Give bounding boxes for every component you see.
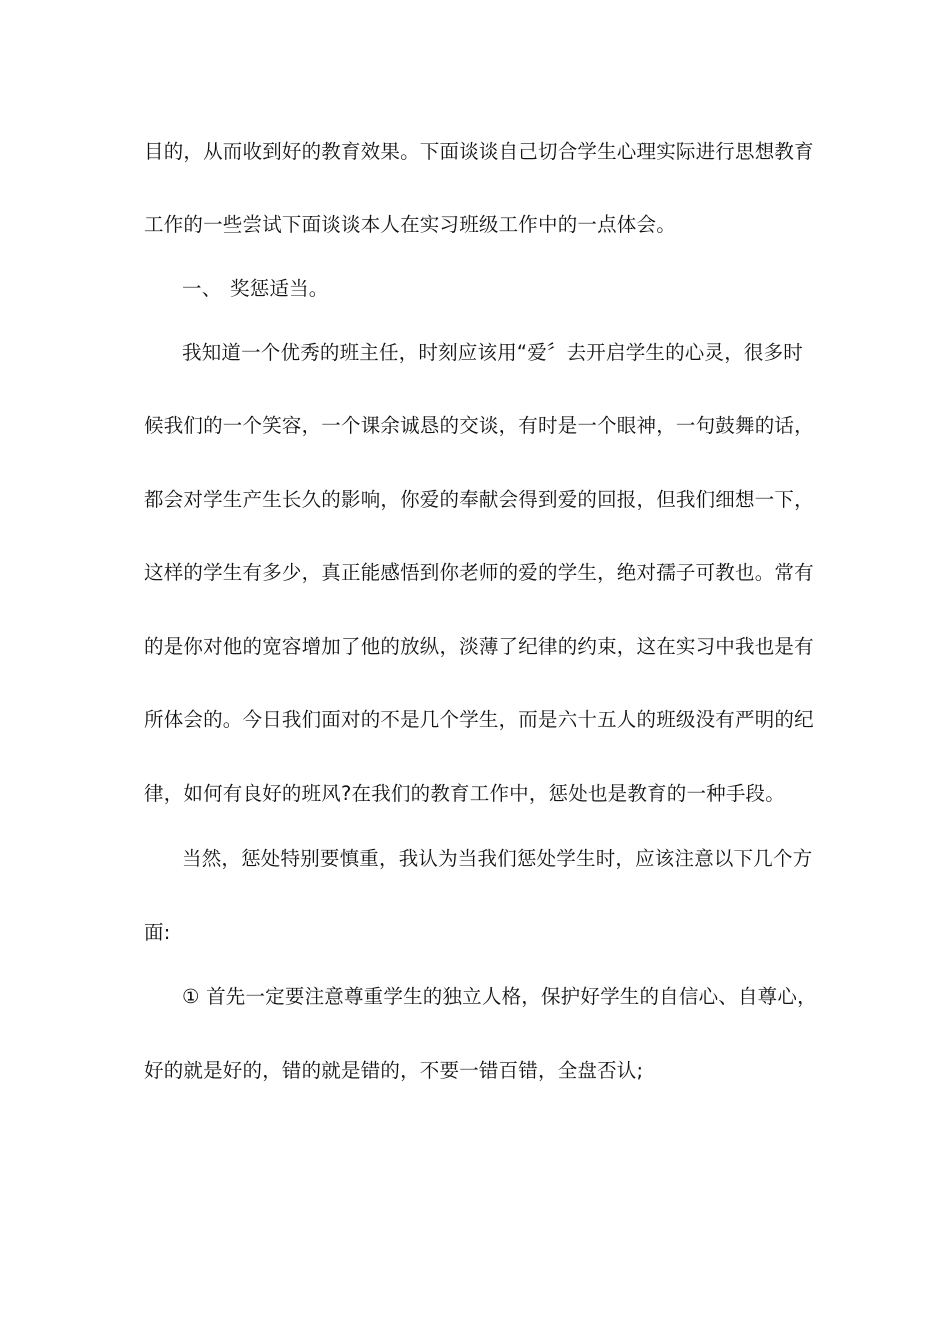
paragraph-line: 我知道一个优秀的班主任，时刻应该用“爱〞去开启学生的心灵，很多时 [182, 341, 804, 364]
paragraph-line: 候我们的一个笑容，一个课余诚恳的交谈，有时是一个眼神，一句鼓舞的话， [144, 414, 814, 437]
list-item-line: 好的就是好的，错的就是错的，不要一错百错，全盘否认; [144, 1059, 644, 1082]
paragraph-line: 面: [144, 921, 171, 944]
paragraph-line: 这样的学生有多少，真正能感悟到你老师的爱的学生，绝对孺子可教也。常有 [144, 561, 814, 584]
paragraph-line: 工作的一些尝试下面谈谈本人在实习班级工作中的一点体会。 [144, 213, 676, 236]
section-title: 奖惩适当。 [230, 277, 329, 300]
section-number: 一、 [182, 277, 222, 300]
paragraph-line: 所体会的。今日我们面对的不是几个学生，而是六十五人的班级没有严明的纪 [144, 708, 814, 731]
paragraph-line: 的是你对他的宽容增加了他的放纵，淡薄了纪律的约束，这在实习中我也是有 [144, 635, 814, 658]
paragraph-line: 都会对学生产生长久的影响，你爱的奉献会得到爱的回报，但我们细想一下， [144, 488, 814, 511]
list-item-line: ① 首先一定要注意尊重学生的独立人格，保护好学生的自信心、自尊心， [182, 985, 817, 1008]
paragraph-line: 当然，惩处特别要慎重，我认为当我们惩处学生时，应该注意以下几个方 [182, 847, 813, 870]
paragraph-line: 目的，从而收到好的教育效果。下面谈谈自己切合学生心理实际进行思想教育 [144, 140, 814, 163]
paragraph-line: 律，如何有良好的班风?在我们的教育工作中，惩处也是教育的一种手段。 [144, 782, 785, 805]
